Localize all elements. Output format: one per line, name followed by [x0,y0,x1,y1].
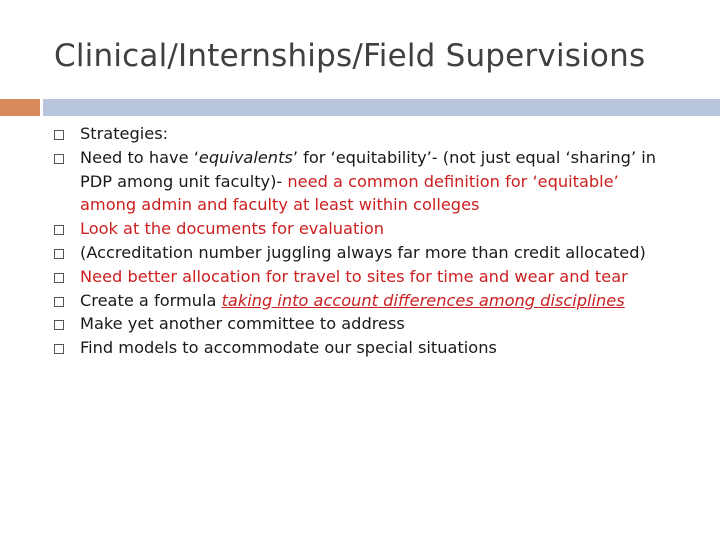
bullet-text: Make yet another committee to address [80,314,405,334]
square-bullet-icon [54,154,64,164]
bullet-item [54,122,664,146]
bullet-text: need a common definition for ‘equitable’ among admin and faculty at least within colleges [80,171,619,215]
bullet-text: equivalents [198,147,293,167]
bullet-item [54,241,664,265]
bullet-item [54,265,664,289]
square-bullet-icon [54,273,64,283]
bullet-text: Need better allocation for travel to sites for time and wear and tear [80,266,628,286]
bullet-text: Look at the documents for evaluation [80,219,384,239]
square-bullet-icon [54,297,64,307]
bullet-text: Strategies: [80,124,169,143]
bullet-item [54,146,664,217]
slide-title: Clinical/Internships/Field Supervisions [54,38,646,74]
bullet-text: Create a formula [80,290,222,310]
bullet-text: ’ for ‘equitability’- (not just equal ‘sharing’ in PDP among unit faculty)- [80,147,656,191]
bullet-item [54,336,664,360]
square-bullet-icon [54,130,64,140]
square-bullet-icon [54,320,64,330]
bullet-text: Find models to accommodate our special situations [80,338,497,358]
accent-bar-orange [0,99,40,116]
bullet-item [54,312,664,336]
accent-bar-blue [43,99,720,116]
bullet-text: (Accreditation number juggling always far more than credit allocated) [80,242,646,262]
bullet-list [54,122,664,360]
square-bullet-icon [54,249,64,259]
bullet-text: taking into account differences among disciplines [221,290,625,310]
square-bullet-icon [54,344,64,354]
bullet-item [54,217,664,241]
bullet-item [54,289,664,313]
bullet-text: Need to have ‘ [80,147,199,167]
square-bullet-icon [54,225,64,235]
